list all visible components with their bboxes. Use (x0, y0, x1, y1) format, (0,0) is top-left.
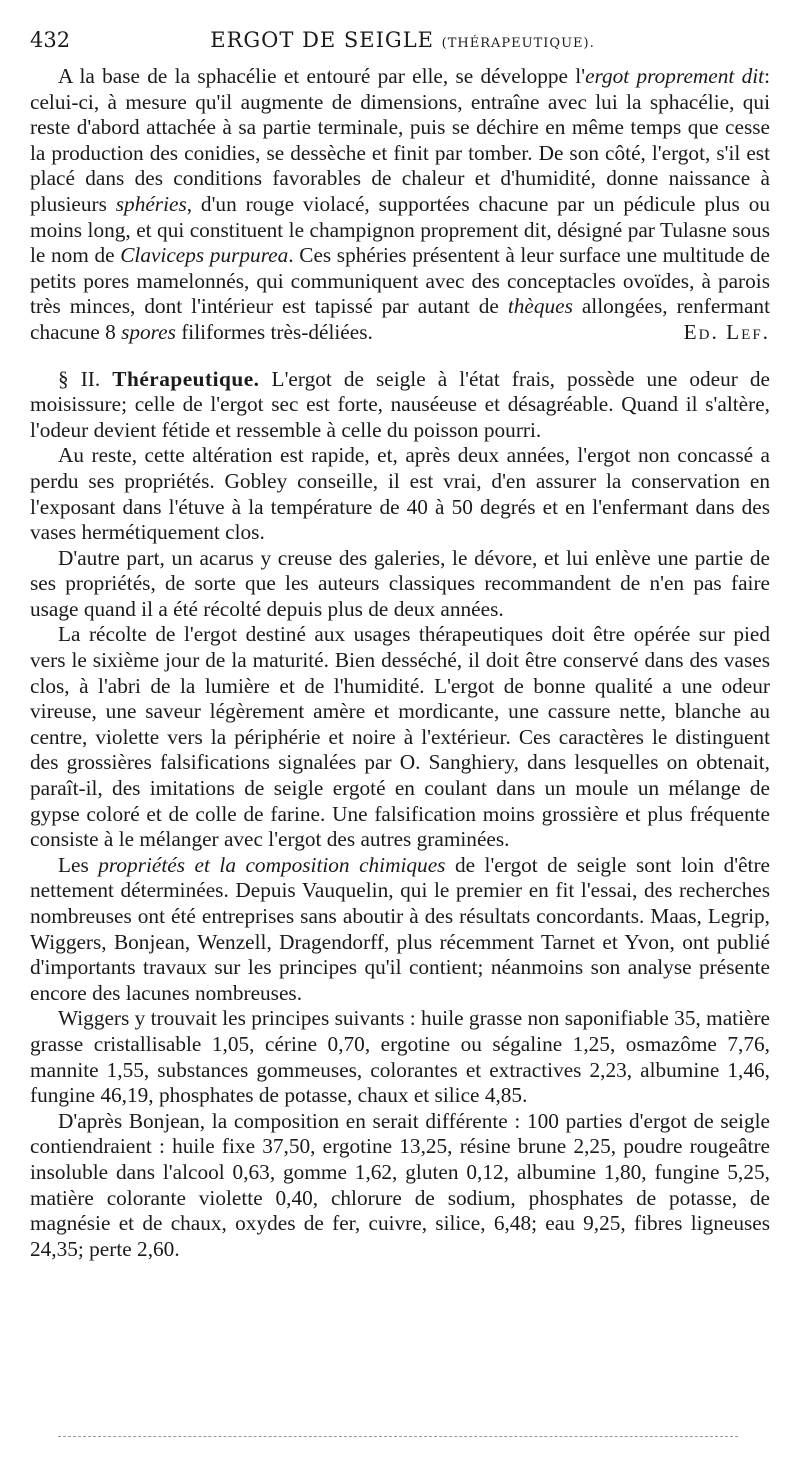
text-run: allongées, renfermant chacune 8 (30, 294, 770, 344)
text-run: Au reste, cette altération est rapide, et, après deux années, l'ergot non concassé a perdu ses propriétés. Gobley conseille, il est vrai, d'en assurer la conservation en l'exposant dans l'étuve à la température de 40 à 50 degrés et en l'enfermant dans des vases hermétiquement clos. (30, 443, 770, 545)
text-run: Wiggers y trouvait les principes suivants : huile grasse non saponifiable 35, matière grasse cristallisable 1,05, cérine 0,70, ergotine ou ségaline 1,25, osmazôme 7,76, mannite 1,55, substances gommeuses, colorantes et extractives 2,23, albumine 1,46, fungine 46,19, phosphates de potasse, chaux et silice 4,85. (30, 1006, 770, 1108)
text-run: , d'un rouge violacé, supportées chacune par un pédicule plus ou moins long, et qui constituent le champignon proprement dit, désigné par Tulasne sous le nom de (30, 191, 770, 268)
running-title-main: ERGOT DE SEIGLE (210, 28, 434, 52)
italic-text: sphéries (115, 191, 187, 216)
page-number: 432 (30, 28, 71, 52)
italic-text: propriétés et la composition chimiques (98, 852, 446, 877)
text-run: D'après Bonjean, la composition en serait différente : 100 parties d'ergot de seigle contiendraient : huile fixe 37,50, ergotine 13,25, résine brune 2,25, poudre rougeâtre insoluble dans l'alcool 0,63, gomme 1,62, gluten 0,12, albumine 1,80, fungine 5,25, matière colorante violette 0,40, chlorure de sodium, phosphates de potasse, de magnésie et de chaux, oxydes de fer, cuivre, silice, 6,48; eau 9,25, fibres ligneuses 24,35; perte 2,60. (30, 1108, 770, 1261)
bottom-rule (58, 1436, 738, 1437)
text-run: § II. (58, 366, 113, 391)
running-title-sub: (THÉRAPEUTIQUE). (441, 36, 595, 51)
text-run: de l'ergot de seigle sont loin d'être nettement déterminées. Depuis Vauquelin, qui le premier en fit l'essai, des recherches nombreuses ont été entreprises sans aboutir à des résultats concordants. Maas, Legrip, Wiggers, Bonjean, Wenzell, Dragendorff, plus récemment Tarnet et Yvon, ont publié d'importants travaux sur les principes qu'il contient; néanmoins son analyse présente encore des lacunes nombreuses. (30, 852, 770, 1005)
italic-text: thèques (507, 294, 573, 319)
paragraph (30, 1006, 770, 1108)
text-run: Les (58, 852, 99, 877)
paragraph (30, 853, 770, 1007)
paragraph (30, 64, 770, 346)
paragraph (30, 546, 770, 623)
text-run: . Ces sphéries présentent à leur surface une multitude de petits pores mamelonnés, qui communiquent avec des conceptacles ovoïdes, à parois très minces, dont l'intérieur est tapissé par autant de (30, 243, 770, 319)
text-run: : celui-ci, à mesure qu'il augmente de dimensions, entraîne avec lui la sphacélie, qui reste d'abord attachée à sa partie terminale, puis se déchire en même temps que cesse la production des conidies, se dessèche et finit par tomber. De son côté, l'ergot, s'il est placé dans des conditions favorables de chaleur et d'humidité, donne naissance à plusieurs (30, 64, 770, 216)
section-heading: Thérapeutique. (112, 366, 260, 391)
text-run: A la base de la sphacélie et entouré par elle, se développe l' (58, 64, 586, 88)
running-title (30, 28, 775, 52)
running-header (30, 28, 775, 58)
text-run: filiformes très-déliées. (175, 319, 373, 344)
italic-text: Claviceps purpurea (120, 243, 289, 268)
author-signature: Ed. Lef. (683, 319, 770, 344)
italic-text: ergot proprement dit (585, 64, 765, 88)
text-run: La récolte de l'ergot destiné aux usages thérapeutiques doit être opérée sur pied vers le sixième jour de la maturité. Bien desséché, il doit être conservé dans des vases clos, à l'abri de la lumière et de l'humidité. L'ergot de bonne qualité a une odeur vireuse, une saveur légèrement amère et mordicante, une cassure nette, blanche au centre, violette vers la périphérie et noire à l'extérieur. Ces caractères le distinguent des grossières falsifications signalées par O. Sanghiery, dans lesquelles on obtenait, paraît-il, des imitations de seigle ergoté en coulant dans un moule un mélange de gypse coloré et de colle de farine. Une falsification moins grossière et plus fréquente consiste à le mélanger avec l'ergot des autres graminées. (30, 622, 770, 852)
paragraph (30, 443, 770, 545)
paragraph (30, 367, 770, 444)
paragraph (30, 622, 770, 852)
text-run: D'autre part, un acarus y creuse des galeries, le dévore, et lui enlève une partie de ses propriétés, de sorte que les auteurs classiques recommandent de n'en pas faire usage quand il a été récolté depuis plus de deux années. (30, 545, 770, 621)
text-run: L'ergot de seigle à l'état frais, possède une odeur de moisissure; celle de l'ergot sec est forte, nauséeuse et désagréable. Quand il s'altère, l'odeur devient fétide et ressemble à celle du poisson pourri. (30, 366, 770, 442)
italic-text: spores (121, 319, 176, 344)
paragraph (30, 1109, 770, 1263)
body-text (30, 64, 770, 1262)
